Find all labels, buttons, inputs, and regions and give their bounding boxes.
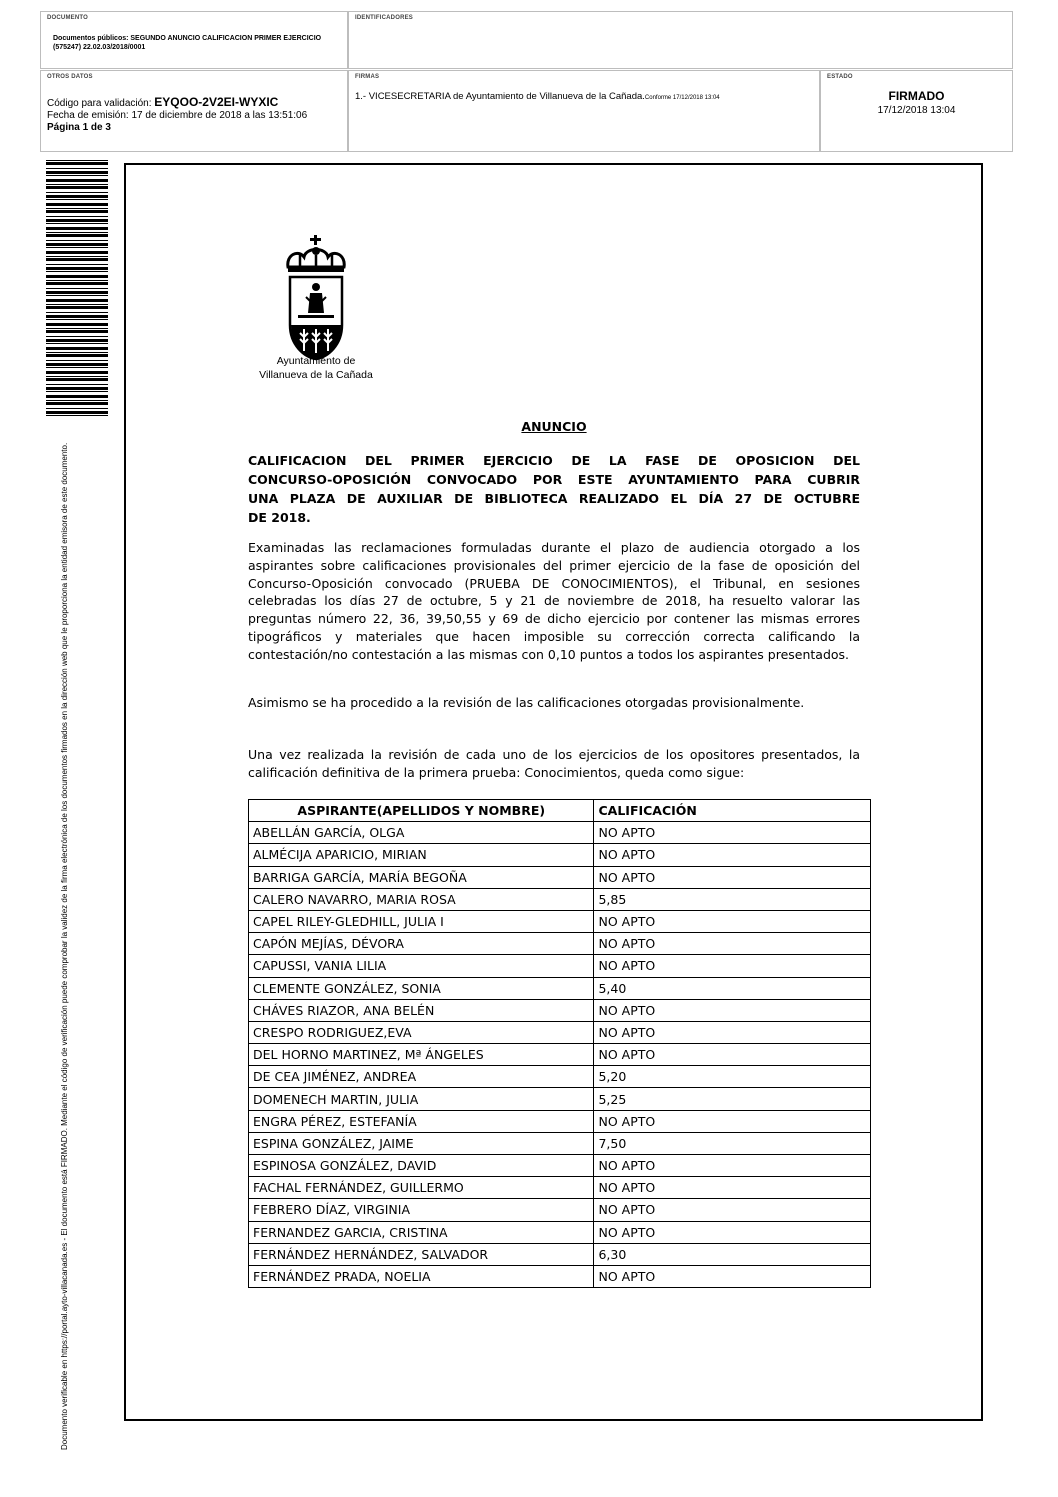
aspirante-cell: ALMÉCIJA APARICIO, MIRIAN: [249, 844, 594, 866]
calificacion-cell: NO APTO: [594, 1021, 871, 1043]
table-row: [249, 955, 871, 977]
aspirante-cell: ABELLÁN GARCÍA, OLGA: [249, 822, 594, 844]
aspirante-cell: CRESPO RODRIGUEZ,EVA: [249, 1021, 594, 1043]
table-row: [249, 1066, 871, 1088]
otros-datos-label: OTROS DATOS: [47, 74, 93, 80]
table-row: [249, 1088, 871, 1110]
logo-text-line1: Ayuntamiento de: [276, 355, 356, 367]
validation-code-line: Código para validación: EYQOO-2V2EI-WYXIC: [47, 95, 279, 109]
table-row: [249, 1177, 871, 1199]
coat-of-arms-icon: [270, 233, 362, 361]
page-number: Página 1 de 3: [47, 122, 111, 133]
aspirante-cell: CAPUSSI, VANIA LILIA: [249, 955, 594, 977]
column-header-aspirante: ASPIRANTE(APELLIDOS Y NOMBRE): [249, 800, 594, 822]
calificacion-cell: NO APTO: [594, 866, 871, 888]
calificacion-cell: 6,30: [594, 1243, 871, 1265]
table-header-row: [249, 800, 871, 822]
aspirante-cell: CALERO NAVARRO, MARIA ROSA: [249, 888, 594, 910]
table-row: [249, 977, 871, 999]
calificacion-cell: NO APTO: [594, 1110, 871, 1132]
calificacion-cell: NO APTO: [594, 955, 871, 977]
table-row: [249, 910, 871, 932]
aspirante-cell: DE CEA JIMÉNEZ, ANDREA: [249, 1066, 594, 1088]
documento-box: [40, 11, 348, 69]
table-row: [249, 1265, 871, 1287]
aspirante-cell: FERNÁNDEZ HERNÁNDEZ, SALVADOR: [249, 1243, 594, 1265]
firmas-label: FIRMAS: [355, 74, 380, 80]
calificacion-cell: NO APTO: [594, 1155, 871, 1177]
heading-line-2: CONCURSO-OPOSICIÓN CONVOCADO POR ESTE AYUNTAMIENTO PARA CUBRIR: [248, 472, 860, 487]
table-row: [249, 1155, 871, 1177]
estado-value: FIRMADO: [888, 89, 945, 103]
anuncio-title: ANUNCIO: [521, 419, 587, 434]
calificacion-cell: NO APTO: [594, 1221, 871, 1243]
logo-text-line2: Villanueva de la Cañada: [259, 369, 373, 381]
calificacion-cell: NO APTO: [594, 910, 871, 932]
table-row: [249, 1110, 871, 1132]
calificacion-cell: 7,50: [594, 1132, 871, 1154]
results-table: [248, 799, 871, 1288]
validation-code[interactable]: EYQOO-2V2EI-WYXIC: [154, 95, 279, 109]
calificacion-cell: NO APTO: [594, 844, 871, 866]
calificacion-cell: 5,40: [594, 977, 871, 999]
aspirante-cell: ESPINA GONZÁLEZ, JAIME: [249, 1132, 594, 1154]
table-row: [249, 1044, 871, 1066]
aspirante-cell: FACHAL FERNÁNDEZ, GUILLERMO: [249, 1177, 594, 1199]
heading-line-3: UNA PLAZA DE AUXILIAR DE BIBLIOTECA REALIZADO EL DÍA 27 DE OCTUBRE: [248, 491, 860, 506]
estado-date: 17/12/2018 13:04: [877, 105, 956, 116]
calificacion-cell: NO APTO: [594, 933, 871, 955]
estado-label: ESTADO: [827, 74, 853, 80]
aspirante-cell: DOMENECH MARTIN, JULIA: [249, 1088, 594, 1110]
calificacion-cell: 5,20: [594, 1066, 871, 1088]
aspirante-cell: FERNANDEZ GARCIA, CRISTINA: [249, 1221, 594, 1243]
calificacion-cell: 5,85: [594, 888, 871, 910]
calificacion-cell: NO APTO: [594, 822, 871, 844]
calificacion-cell: 5,25: [594, 1088, 871, 1110]
aspirante-cell: DEL HORNO MARTINEZ, Mª ÁNGELES: [249, 1044, 594, 1066]
table-row: [249, 1221, 871, 1243]
signature-entry: 1.- VICESECRETARIA de Ayuntamiento de Villanueva de la Cañada.Conforme 17/12/2018 13:04: [355, 91, 720, 102]
identificadores-box: [348, 11, 1013, 69]
signature-status: Conforme 17/12/2018 13:04: [644, 95, 720, 101]
identificadores-label: IDENTIFICADORES: [355, 15, 414, 21]
table-row: [249, 866, 871, 888]
barcode-icon: [46, 160, 108, 416]
calificacion-cell: NO APTO: [594, 1177, 871, 1199]
aspirante-cell: CLEMENTE GONZÁLEZ, SONIA: [249, 977, 594, 999]
table-row: [249, 999, 871, 1021]
table-row: [249, 1199, 871, 1221]
document-heading: [248, 451, 860, 527]
aspirante-cell: CHÁVES RIAZOR, ANA BELÉN: [249, 999, 594, 1021]
table-row: [249, 1021, 871, 1043]
aspirante-cell: ESPINOSA GONZÁLEZ, DAVID: [249, 1155, 594, 1177]
calificacion-cell: NO APTO: [594, 1265, 871, 1287]
aspirante-cell: FERNÁNDEZ PRADA, NOELIA: [249, 1265, 594, 1287]
aspirante-cell: CAPEL RILEY-GLEDHILL, JULIA I: [249, 910, 594, 932]
column-header-calificacion: CALIFICACIÓN: [594, 800, 871, 822]
documento-description: Documentos públicos: SEGUNDO ANUNCIO CALIFICACION PRIMER EJERCICIO (575247) 22.02.03/2018/0001: [53, 35, 322, 51]
table-row: [249, 822, 871, 844]
issue-date: Fecha de emisión: 17 de diciembre de 2018 a las 13:51:06: [47, 110, 308, 121]
aspirante-cell: FEBRERO DÍAZ, VIRGINIA: [249, 1199, 594, 1221]
aspirante-cell: ENGRA PÉREZ, ESTEFANÍA: [249, 1110, 594, 1132]
table-row: [249, 888, 871, 910]
table-row: [249, 844, 871, 866]
paragraph-calificacion: Una vez realizada la revisión de cada uno de los ejercicios de los opositores presentados, la calificación definitiva de la primera prueba: Conocimientos, queda como sigue:: [248, 747, 860, 780]
verification-side-text: Documento verificable en https://portal.ayto-villacanada.es - El documento está FIRMADO. Mediante el código de verificación puede comprobar la validez de la firma electrónica de los documentos firmados en la dirección web que le proporciona la entidad emisora de este documento.: [60, 442, 69, 1450]
estado-box: [820, 70, 1013, 152]
table-row: [249, 933, 871, 955]
calificacion-cell: NO APTO: [594, 1199, 871, 1221]
firmas-box: [348, 70, 820, 152]
heading-line-4: DE 2018.: [248, 510, 311, 525]
calificacion-cell: NO APTO: [594, 999, 871, 1021]
table-row: [249, 1243, 871, 1265]
documento-label: DOCUMENTO: [47, 15, 89, 21]
aspirante-cell: BARRIGA GARCÍA, MARÍA BEGOÑA: [249, 866, 594, 888]
aspirante-cell: CAPÓN MEJÍAS, DÉVORA: [249, 933, 594, 955]
paragraph-reclamaciones: Examinadas las reclamaciones formuladas durante el plazo de audiencia otorgado a los aspirantes sobre calificaciones provisionales del primer ejercicio de la fase de oposición del Concurso-Oposición convocado (PRUEBA DE CONOCIMIENTOS), el Tribunal, en sesiones celebradas los días 27 de octubre, 5 y 21 de noviembre de 2018, ha resuelto valorar las preguntas número 22, 36, 39,50,55 y 69 de dicho ejercicio por contener las mismas errores tipográficos y materiales que hacen imposible su corrección correcta calificando la contestación/no contestación a las mismas con 0,10 puntos a todos los aspirantes presentados.: [248, 540, 860, 662]
paragraph-revision: Asimismo se ha procedido a la revisión de las calificaciones otorgadas provisionalmente.: [248, 695, 805, 710]
calificacion-cell: NO APTO: [594, 1044, 871, 1066]
otros-datos-box: [40, 70, 348, 152]
heading-line-1: CALIFICACION DEL PRIMER EJERCICIO DE LA FASE DE OPOSICION DEL: [248, 453, 860, 468]
table-row: [249, 1132, 871, 1154]
